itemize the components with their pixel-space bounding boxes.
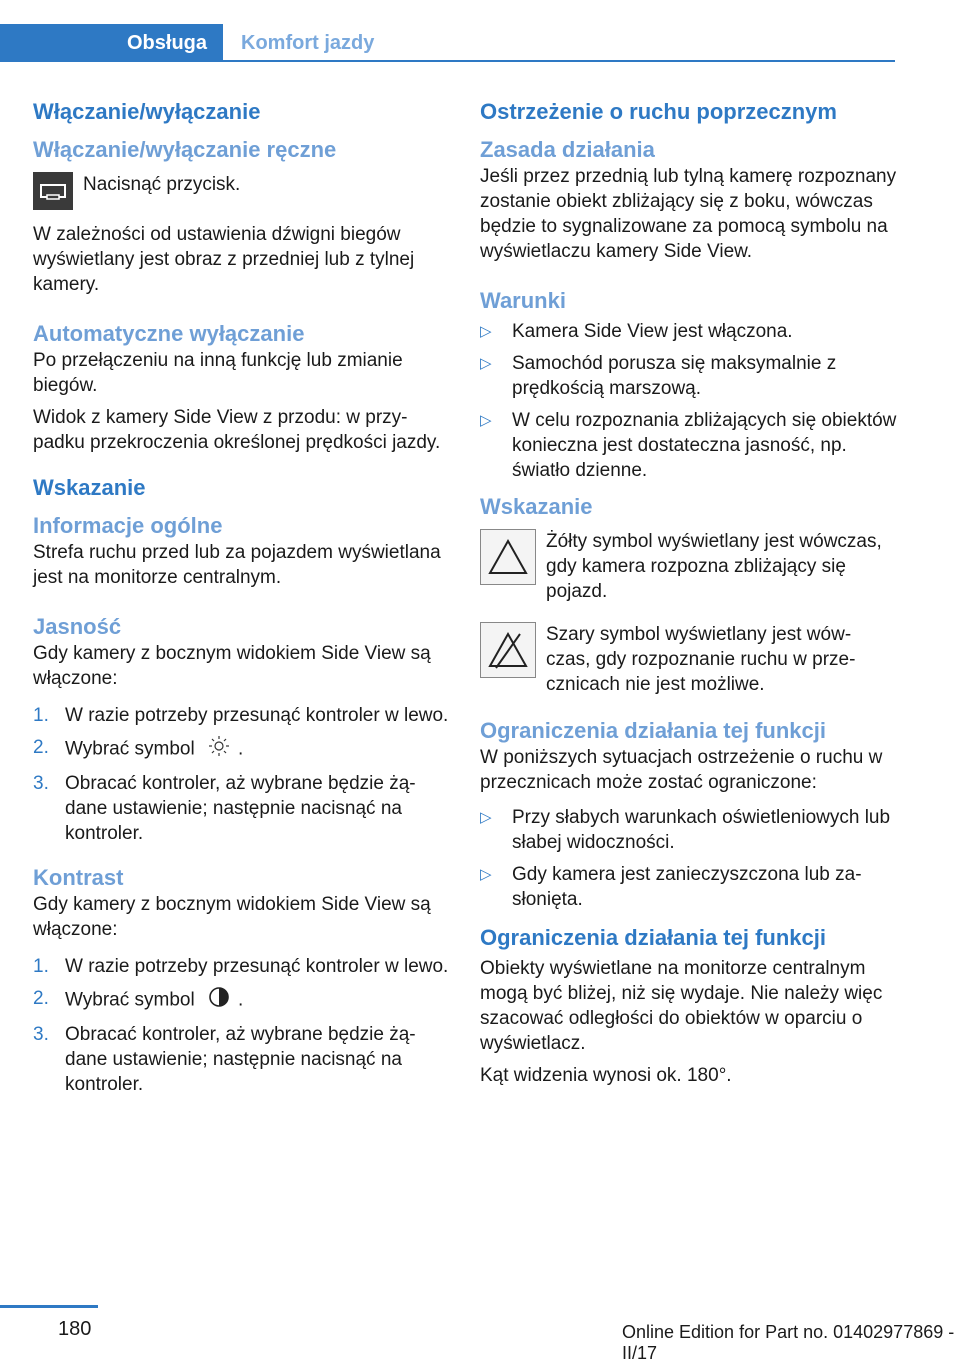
chapter-tabs bbox=[0, 24, 895, 62]
depending-text: W zależności od ustawienia dźwigni biegów wyświetlany jest obraz z przedniej lub z tylnej kamery. bbox=[33, 224, 415, 295]
general-text: Strefa ruchu przed lub za pojazdem wyświetlana jest na monitorze centralnym. bbox=[33, 542, 441, 588]
list-item: ▷ Gdy kamera jest zanieczyszczona lub zasłonięta. bbox=[480, 864, 862, 910]
press-button-text: Nacisnąć przycisk. bbox=[83, 174, 241, 195]
contrast-text: Gdy kamery z bocznym widokiem Side View są włączone: bbox=[33, 894, 431, 940]
heading-display-right: Wskazanie bbox=[480, 494, 593, 519]
heading-onoff: Włączanie/wyłączanie bbox=[33, 99, 261, 124]
page-number: 180 bbox=[58, 1318, 92, 1340]
list-item: ▷ Przy słabych warunkach oświetleniowych lub słabej widoczności. bbox=[480, 807, 891, 853]
right-column bbox=[480, 98, 900, 1095]
list-item: 3. Obracać kontroler, aż wybrane będzie żądane ustawienie; następnie nacisnąć na kontroler. bbox=[33, 1024, 416, 1095]
edition-text: Online Edition for Part no. 01402977869 - II/17 bbox=[622, 1322, 955, 1362]
list-item: ▷ Kamera Side View jest włączona. bbox=[480, 321, 793, 342]
auto-off-text-1: Po przełączeniu na inną funkcję lub zmianie biegów. bbox=[33, 350, 403, 396]
list-item: 2. Wybrać symbol . bbox=[33, 735, 451, 764]
yellow-symbol-text: Żółty symbol wyświetlany jest wówczas, gdy kamera rozpozna zbliżający się pojazd. bbox=[546, 531, 882, 602]
contrast-half-circle-icon bbox=[206, 986, 232, 1015]
brightness-steps bbox=[33, 703, 451, 846]
tab-obsluga[interactable]: Obsługa bbox=[0, 24, 223, 62]
list-item: 1. W razie potrzeby przesunąć kontroler w lewo. bbox=[33, 956, 449, 977]
list-item: 3. Obracać kontroler, aż wybrane będzie żądane ustawienie; następnie nacisnąć na kontroler. bbox=[33, 773, 416, 844]
warning-triangle-icon bbox=[480, 529, 536, 585]
heading-auto-off: Automatyczne wyłączanie bbox=[33, 321, 305, 346]
conditions-list bbox=[480, 319, 900, 483]
heading-brightness: Jasność bbox=[33, 614, 122, 639]
brightness-text: Gdy kamery z bocznym widokiem Side View są włączone: bbox=[33, 643, 431, 689]
heading-contrast: Kontrast bbox=[33, 865, 124, 890]
brightness-sun-icon bbox=[206, 735, 232, 764]
camera-button-icon bbox=[33, 172, 73, 210]
tab-komfort-jazdy[interactable]: Komfort jazdy bbox=[241, 32, 375, 54]
auto-off-text-2: Widok z kamery Side View z przodu: w przypadku przekroczenia określonej prędkości jazdy. bbox=[33, 407, 441, 453]
heading-display: Wskazanie bbox=[33, 475, 146, 500]
limits-list bbox=[480, 805, 900, 912]
footer-rule bbox=[0, 1305, 98, 1308]
heading-limits-1: Ograniczenia działania tej funkcji bbox=[480, 718, 826, 743]
list-item: 1. W razie potrzeby przesunąć kontroler w lewo. bbox=[33, 705, 449, 726]
heading-principle: Zasada działania bbox=[480, 137, 655, 162]
press-button-row bbox=[33, 172, 451, 210]
contrast-steps bbox=[33, 954, 451, 1097]
list-item: 2. Wybrać symbol . bbox=[33, 986, 451, 1015]
heading-manual: Włączanie/wyłączanie ręczne bbox=[33, 137, 337, 162]
grey-symbol-row bbox=[480, 622, 900, 697]
principle-text: Jeśli przez przednią lub tylną kamerę rozpoznany zostanie obiekt zbliżający się z boku, wówczas będzie to sygnalizowane za pomocą symbolu na wyświetlaczu kamery Side View. bbox=[480, 166, 897, 262]
list-item: ▷ Samochód porusza się maksymalnie z prędkością marszową. bbox=[480, 353, 837, 399]
left-column bbox=[33, 98, 451, 1107]
list-item: ▷ W celu rozpoznania zbliżających się obiektów konieczna jest dostateczna jasność, np. światło dzienne. bbox=[480, 410, 897, 481]
warning-triangle-crossed-icon bbox=[480, 622, 536, 678]
grey-symbol-text: Szary symbol wyświetlany jest wówczas, gdy rozpoznanie ruchu w przecznicach nie jest możliwe. bbox=[546, 624, 856, 695]
heading-conditions: Warunki bbox=[480, 288, 566, 313]
heading-general: Informacje ogólne bbox=[33, 513, 223, 538]
angle-text: Kąt widzenia wynosi ok. 180°. bbox=[480, 1065, 732, 1086]
heading-limits-2: Ograniczenia działania tej funkcji bbox=[480, 925, 826, 950]
yellow-symbol-row bbox=[480, 529, 900, 604]
limits-1-text: W poniższych sytuacjach ostrzeżenie o ruchu w przecznicach może zostać ograniczone: bbox=[480, 747, 883, 793]
heading-cross-traffic: Ostrzeżenie o ruchu poprzecznym bbox=[480, 99, 837, 124]
limits-2-text: Obiekty wyświetlane na monitorze centralnym mogą być bliżej, niż się wydaje. Nie należy więc szacować odległości do obiektów w oparciu o wyświetlacz. bbox=[480, 958, 883, 1054]
